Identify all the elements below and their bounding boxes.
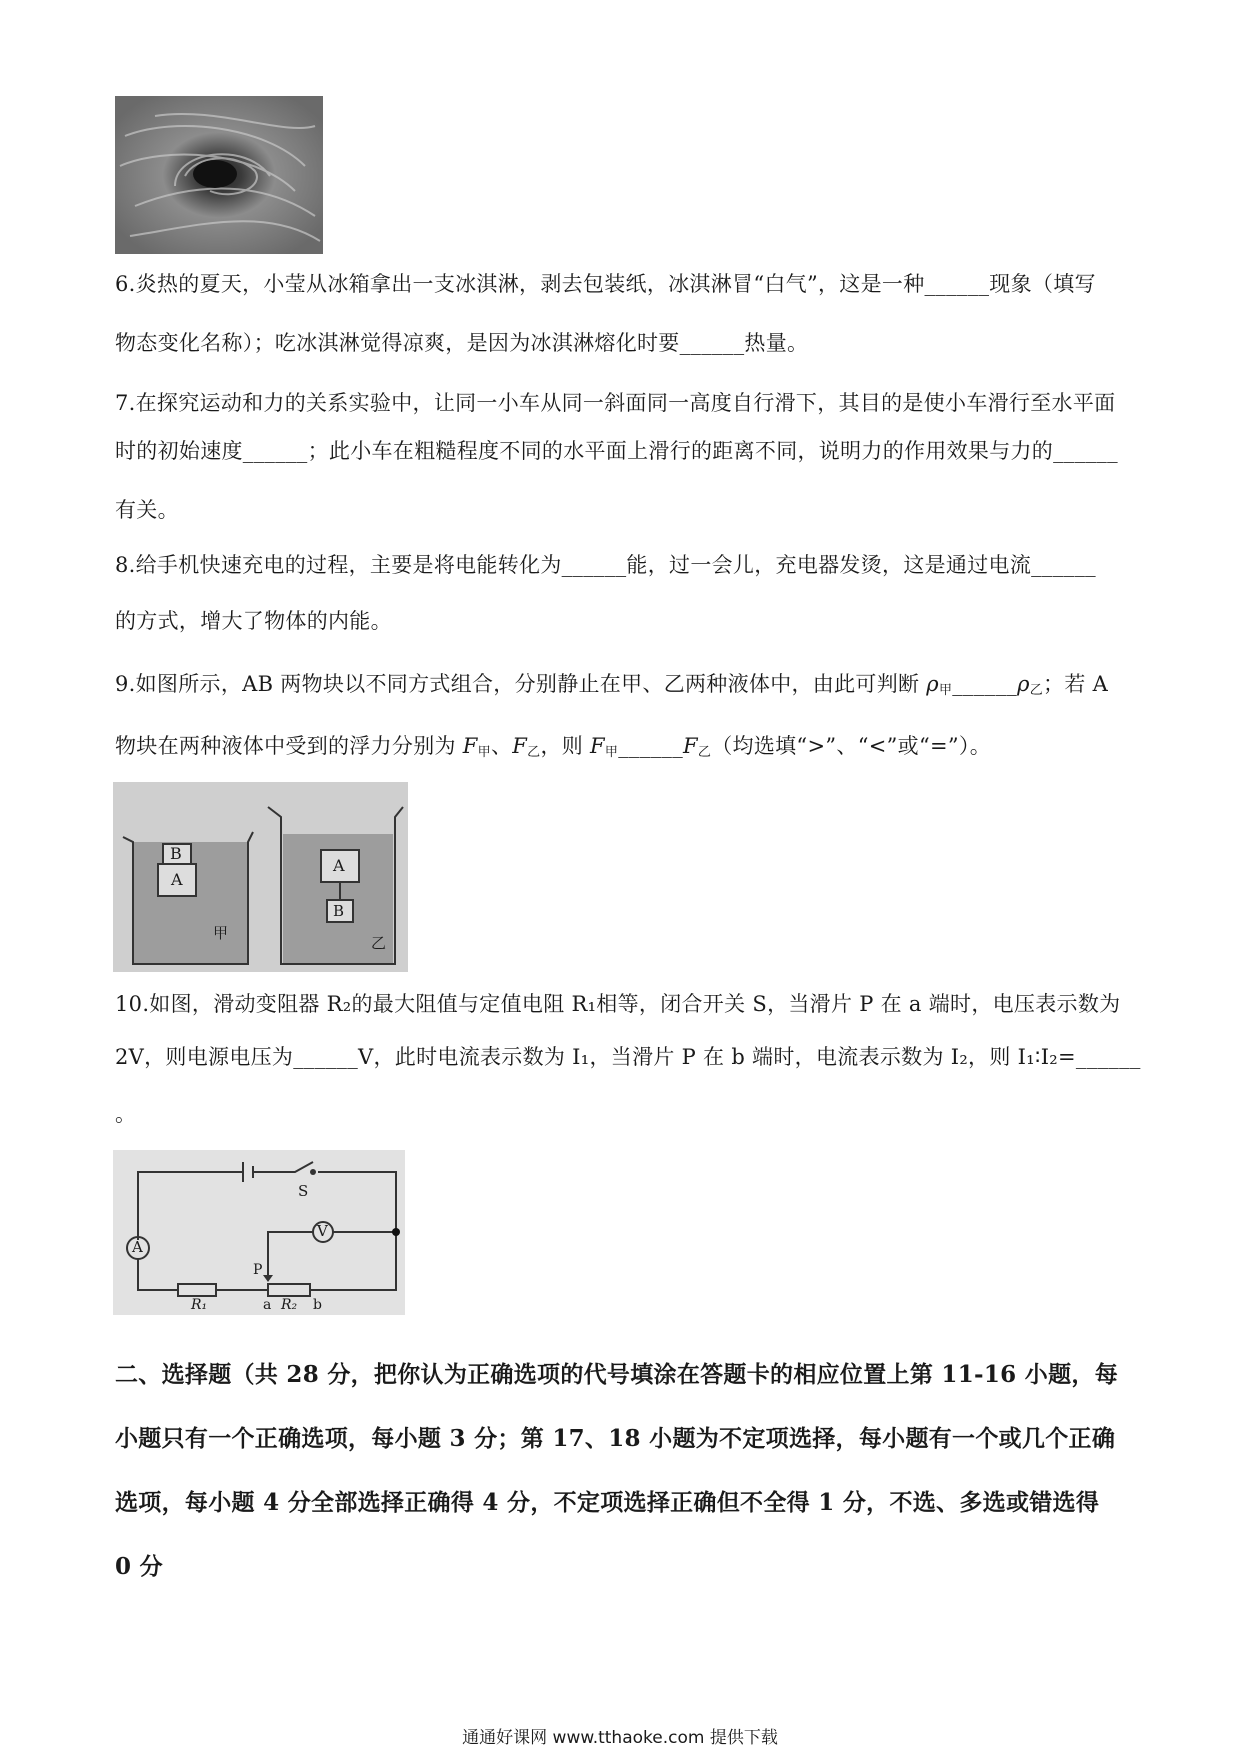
section2-line2: 小题只有一个正确选项，每小题 3 分；第 17、18 小题为不定项选择，每小题有一个或几个正确 (115, 1425, 1116, 1452)
q9-blank2: ______ (618, 734, 684, 758)
f-sub-jia-2: 甲 (604, 745, 619, 760)
q9-line2: 物块在两种液体中受到的浮力分别为 F甲、F乙，则 F甲______F乙（均选填“>”、“<”或“=”）。 (115, 734, 992, 760)
q9-line2-text: 物块在两种液体中受到的浮力分别为 (115, 734, 463, 758)
q9-line2-end: （均选填“>”、“<”或“=”）。 (711, 734, 992, 758)
q9-line1-end: ；若 A (1043, 672, 1109, 696)
beakers-figure (113, 782, 408, 972)
end-a-label: a (263, 1297, 272, 1313)
block-b-label-2: B (333, 902, 345, 920)
f-symbol-2: F (512, 734, 528, 758)
f-sub-yi-2: 乙 (697, 745, 712, 760)
q10-line2: 2V，则电源电压为______V，此时电流表示数为 I₁，当滑片 P 在 b 端时，电流表示数为 I₂，则 I₁∶I₂=______ (115, 1045, 1141, 1069)
q10-line3: 。 (115, 1102, 137, 1126)
q9-line1-text: 9.如图所示，AB 两物块以不同方式组合，分别静止在甲、乙两种液体中，由此可判断 (115, 672, 927, 696)
sub-yi: 乙 (1029, 683, 1044, 698)
q7-line2: 时的初始速度______；此小车在粗糙程度不同的水平面上滑行的距离不同，说明力的作用效果与力的______ (115, 439, 1118, 463)
f-symbol: F (462, 734, 478, 758)
q7-line3: 有关。 (115, 498, 179, 522)
r1-label: R₁ (191, 1297, 208, 1313)
switch-s-label: S (298, 1182, 309, 1200)
beaker-yi-label: 乙 (371, 934, 387, 952)
r2-label: R₂ (281, 1297, 298, 1313)
slider-p-label: P (253, 1262, 263, 1278)
circuit-figure (113, 1150, 405, 1315)
voltmeter-label: V (317, 1222, 328, 1240)
end-b-label: b (313, 1297, 322, 1313)
q8-line1: 8.给手机快速充电的过程，主要是将电能转化为______能，过一会儿，充电器发烫，这是通过电流______ (115, 553, 1096, 577)
beaker-jia-label: 甲 (213, 924, 229, 942)
section2-line1: 二、选择题（共 28 分，把你认为正确选项的代号填涂在答题卡的相应位置上第 11-16 小题，每 (115, 1361, 1118, 1388)
ammeter-label: A (132, 1238, 143, 1256)
f-symbol-4: F (683, 734, 698, 758)
block-a-label-1: A (171, 870, 183, 889)
f-sub-yi: 乙 (527, 745, 541, 760)
q9-line2-mid: ，则 (540, 734, 591, 758)
q8-line2: 的方式，增大了物体的内能。 (115, 609, 392, 633)
q7-line1: 7.在探究运动和力的关系实验中，让同一小车从同一斜面同一高度自行滑下，其目的是使小车滑行至水平面 (115, 391, 1116, 415)
section2-line4: 0 分 (115, 1553, 163, 1580)
f-sub-jia: 甲 (477, 745, 491, 760)
section2-line3: 选项，每小题 4 分全部选择正确得 4 分，不定项选择正确但不全得 1 分，不选、多选或错选得 (115, 1489, 1100, 1516)
q6-line2: 物态变化名称）；吃冰淇淋觉得凉爽，是因为冰淇淋熔化时要______热量。 (115, 331, 809, 355)
q9-blank1: ______ (952, 672, 1018, 696)
rho-symbol-2: ρ (1017, 672, 1030, 696)
block-a-label-2: A (333, 856, 345, 875)
sub-jia: 甲 (938, 683, 953, 698)
vortex-photo (115, 96, 323, 254)
q6-line1: 6.炎热的夏天，小莹从冰箱拿出一支冰淇淋，剥去包装纸，冰淇淋冒“白气”，这是一种______现象（填写 (115, 272, 1096, 296)
block-b-label-1: B (170, 844, 182, 863)
rho-symbol: ρ (926, 672, 939, 696)
q10-line1: 10.如图，滑动变阻器 R₂的最大阻值与定值电阻 R₁相等，闭合开关 S，当滑片 P 在 a 端时，电压表示数为 (115, 992, 1121, 1016)
q9-line1 (115, 668, 1108, 698)
f-symbol-3: F (590, 734, 605, 758)
footer-source: 通通好课网 www.tthaoke.com 提供下载 (462, 1728, 778, 1748)
